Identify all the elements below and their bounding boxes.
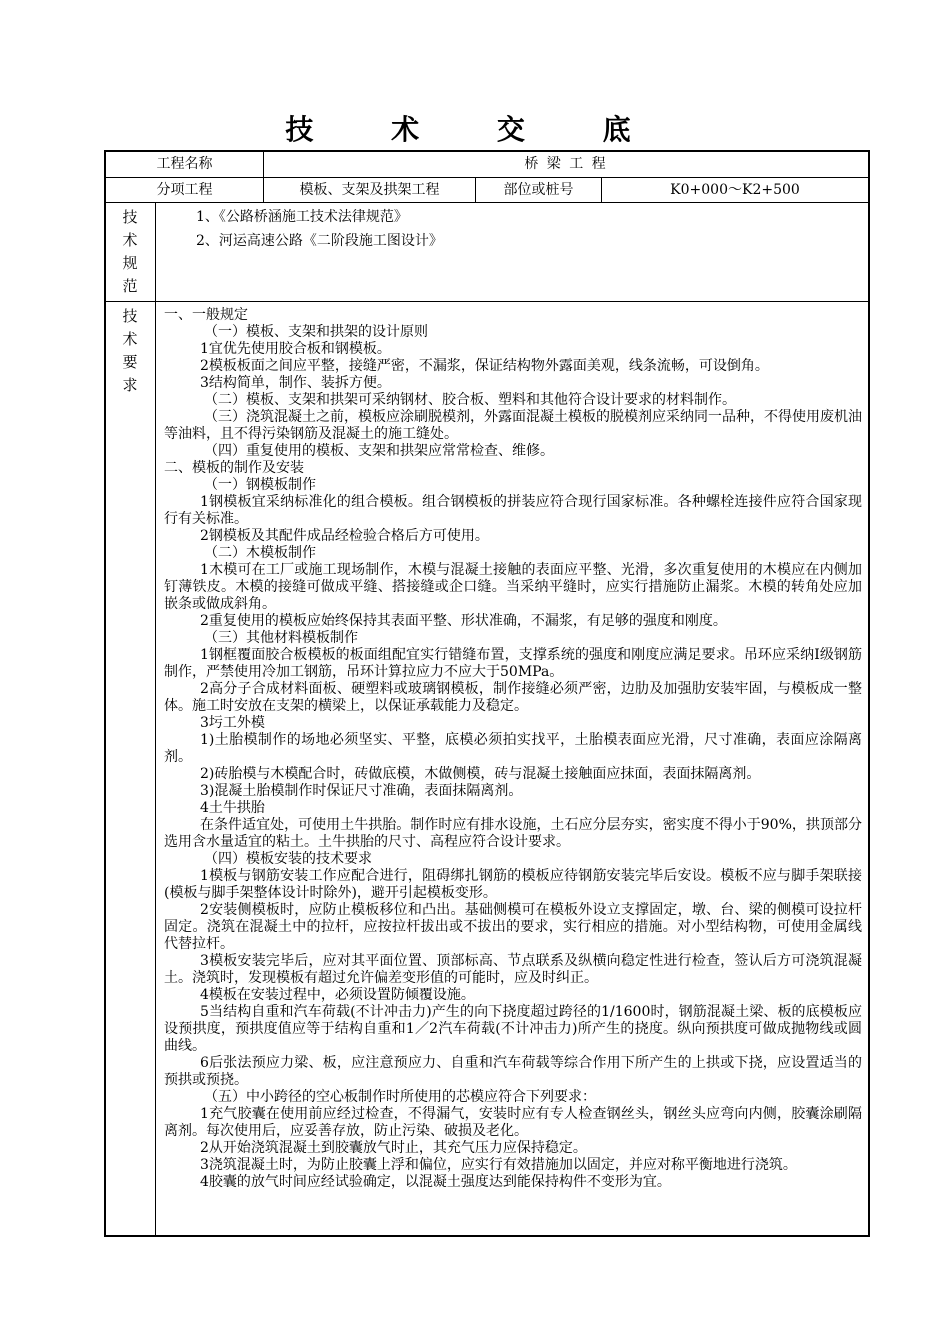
- spec-item: 1、《公路桥涵施工技术法律规范》: [196, 209, 408, 225]
- location-label: 部位或桩号: [503, 182, 574, 198]
- requirement-paragraph: 在条件适宜处，可使用土牛拱胎。制作时应有排水设施，土石应分层夯实，密实度不得小于90%，拱顶部分选用含水量适宜的粘土。土牛拱胎的尺寸、高程应符合设计要求。: [164, 817, 862, 850]
- requirement-paragraph: （四）重复使用的模板、支架和拱架应常常检查、维修。: [204, 443, 554, 459]
- requirement-paragraph: （三）浇筑混凝土之前，模板应涂刷脱模剂，外露面混凝土模板的脱模剂应采纳同一品种，不得使用废机油等油料，且不得污染钢筋及混凝土的施工缝处。: [164, 409, 862, 442]
- requirement-paragraph: 3模板安装完毕后，应对其平面位置、顶部标高、节点联系及纵横向稳定性进行检查，签认后方可浇筑混凝土。浇筑时，发现模板有超过允许偏差变形值的可能时，应及时纠正。: [164, 953, 862, 986]
- req-label-char: 要: [122, 353, 138, 371]
- req-label-char: 术: [122, 330, 138, 348]
- requirement-paragraph: 1木模可在工厂或施工现场制作，木模与混凝土接触的表面应平整、光滑，多次重复使用的木模应在内侧加钉薄铁皮。木模的接缝可做成平缝、搭接缝或企口缝。当采纳平缝时，应实行措施防止漏浆。木模的转角处应加嵌条或做成斜角。: [164, 562, 862, 612]
- subitem-label: 分项工程: [156, 182, 213, 198]
- requirement-paragraph: 一、一般规定: [164, 307, 248, 323]
- requirement-paragraph: 3圬工外模: [200, 715, 265, 731]
- requirement-paragraph: 2模板板面之间应平整，接缝严密，不漏浆，保证结构物外露面美观，线条流畅，可设倒角。: [200, 358, 769, 374]
- location-value: K0+000～K2+500: [670, 182, 800, 198]
- requirement-paragraph: （一）钢模板制作: [204, 477, 316, 493]
- requirement-paragraph: 1钢框覆面胶合板模板的板面组配宜实行错缝布置，支撑系统的强度和刚度应满足要求。吊环应采纳Ⅰ级钢筋制作，严禁使用冷加工钢筋，吊环计算拉应力不应大于50MPa。: [164, 647, 862, 680]
- spec-label-char: 范: [122, 277, 138, 295]
- document-title: 技 术 交 底: [285, 113, 665, 146]
- requirement-paragraph: 4模板在安装过程中，必须设置防倾覆设施。: [200, 987, 475, 1003]
- spec-label-char: 规: [122, 254, 138, 272]
- requirement-paragraph: 2重复使用的模板应始终保持其表面平整、形状准确，不漏浆，有足够的强度和刚度。: [200, 613, 727, 629]
- req-label-char: 求: [122, 376, 138, 394]
- requirements-body: [164, 307, 862, 1191]
- requirement-paragraph: 6后张法预应力梁、板，应注意预应力、自重和汽车荷载等综合作用下所产生的上拱或下挠，应设置适当的预拱或预挠。: [164, 1055, 862, 1088]
- requirement-paragraph: （一）模板、支架和拱架的设计原则: [204, 324, 428, 340]
- requirement-paragraph: 1)土胎模制作的场地必须坚实、平整，底模必须拍实找平，土胎模表面应光滑，尺寸准确，表面应涂隔离剂。: [164, 732, 862, 765]
- subitem-value: 模板、支架及拱架工程: [299, 182, 440, 198]
- requirement-paragraph: 1模板与钢筋安装工作应配合进行，阻碍绑扎钢筋的模板应待钢筋安装完毕后安设。模板不应与脚手架联接(模板与脚手架整体设计时除外)，避开引起模板变形。: [164, 868, 862, 901]
- requirement-paragraph: 1宜优先使用胶合板和钢模板。: [200, 341, 391, 357]
- requirement-paragraph: 1钢模板宜采纳标准化的组合模板。组合钢模板的拼装应符合现行国家标准。各种螺栓连接件应符合国家现行有关标准。: [164, 494, 862, 527]
- requirement-paragraph: （三）其他材料模板制作: [204, 630, 358, 646]
- spec-label-char: 术: [122, 231, 138, 249]
- project-name-label: 工程名称: [156, 156, 213, 172]
- req-label-char: 技: [122, 307, 138, 325]
- spec-label-char: 技: [122, 208, 138, 226]
- requirement-paragraph: 2)砖胎模与木模配合时，砖做底模，木做侧模，砖与混凝土接触面应抹面，表面抹隔离剂。: [200, 766, 761, 782]
- requirement-paragraph: 1充气胶囊在使用前应经过检查，不得漏气，安装时应有专人检查钢丝头，钢丝头应弯向内侧，胶囊涂刷隔离剂。每次使用后，应妥善存放，防止污染、破损及老化。: [164, 1106, 862, 1139]
- requirement-paragraph: （二）木模板制作: [204, 545, 316, 561]
- requirement-paragraph: （五）中小跨径的空心板制作时所使用的芯模应符合下列要求：: [204, 1089, 596, 1105]
- requirement-paragraph: 2安装侧模板时，应防止模板移位和凸出。基础侧模可在模板外设立支撑固定，墩、台、梁的侧模可设拉杆固定。浇筑在混凝土中的拉杆，应按拉杆拔出或不拔出的要求，实行相应的措施。对小型结构物，可使用金属线代替拉杆。: [164, 902, 862, 952]
- requirement-paragraph: 4土牛拱胎: [200, 800, 265, 816]
- requirement-paragraph: 3)混凝土胎模制作时保证尺寸准确，表面抹隔离剂。: [200, 783, 523, 799]
- table-divider: [104, 301, 870, 302]
- table-divider: [155, 202, 156, 1236]
- spec-item: 2、河运高速公路《二阶段施工图设计》: [196, 233, 443, 249]
- requirement-paragraph: 3结构简单，制作、装拆方便。: [200, 375, 391, 391]
- project-name-value: 桥 梁 工 程: [524, 156, 608, 172]
- requirement-paragraph: 4胶囊的放气时间应经试验确定，以混凝土强度达到能保持构件不变形为宜。: [200, 1174, 671, 1190]
- requirement-paragraph: 5当结构自重和汽车荷载(不计冲击力)产生的向下挠度超过跨径的1/1600时，钢筋混凝土梁、板的底模板应设预拱度，预拱度值应等于结构自重和1／2汽车荷载(不计冲击力)所产生的挠度。纵向预拱度可做成抛物线或圆曲线。: [164, 1004, 862, 1054]
- requirement-paragraph: 二、模板的制作及安装: [164, 460, 304, 476]
- spec-section-label: [105, 206, 155, 298]
- table-divider: [104, 202, 870, 203]
- requirement-paragraph: （四）模板安装的技术要求: [204, 851, 372, 867]
- requirement-paragraph: 2从开始浇筑混凝土到胶囊放气时止，其充气压力应保持稳定。: [200, 1140, 587, 1156]
- requirements-section-label: [105, 305, 155, 397]
- requirement-paragraph: 2高分子合成材料面板、硬塑料或玻璃钢模板，制作接缝必须严密，边肋及加强肋安装牢固，与模板成一整体。施工时安放在支架的横梁上，以保证承载能力及稳定。: [164, 681, 862, 714]
- requirement-paragraph: （二）模板、支架和拱架可采纳钢材、胶合板、塑料和其他符合设计要求的材料制作。: [204, 392, 736, 408]
- requirement-paragraph: 2钢模板及其配件成品经检验合格后方可使用。: [200, 528, 489, 544]
- requirement-paragraph: 3浇筑混凝土时，为防止胶囊上浮和偏位，应实行有效措施加以固定，并应对称平衡地进行浇筑。: [200, 1157, 797, 1173]
